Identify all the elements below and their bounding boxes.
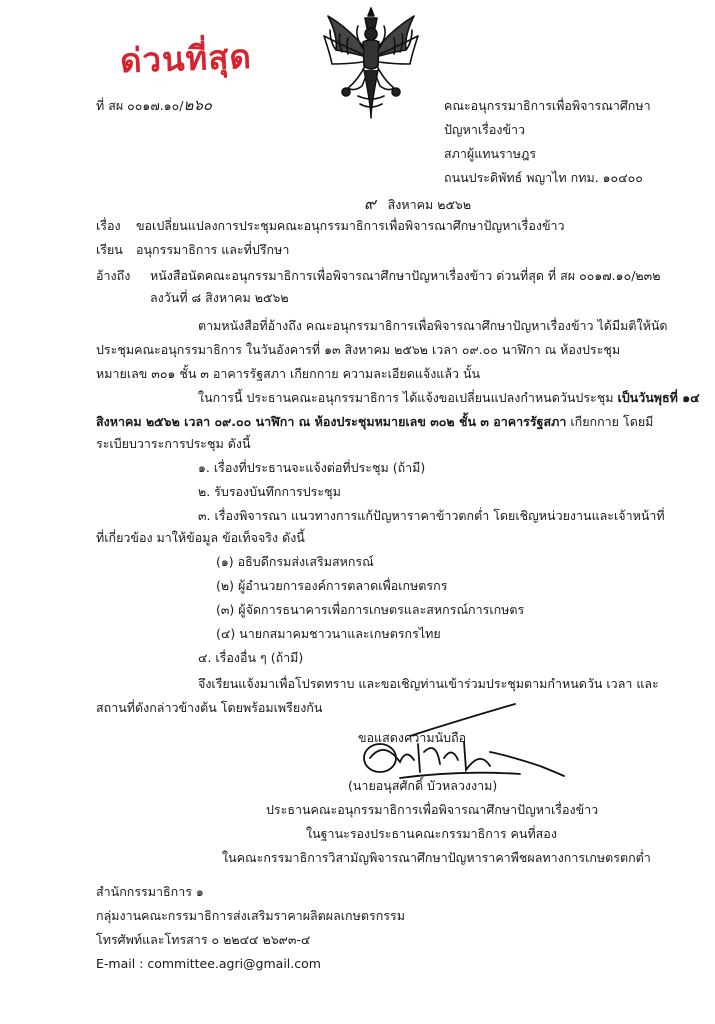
reference-line-1: หนังสือนัดคณะอนุกรรมาธิการเพื่อพิจารณาศึกษาปัญหาเรื่องข้าว ด่วนที่สุด ที่ สผ ๐๐๑๗.๑๐/๒๓๒ (150, 268, 661, 283)
agenda-item-3-continued: ที่เกี่ยวข้อง มาให้ข้อมูล ข้อเท็จจริง ดังนี้ (96, 530, 305, 545)
invitee-item-1: (๑) อธิบดีกรมส่งเสริมสหกรณ์ (216, 554, 374, 569)
sender-line-1: คณะอนุกรรมาธิการเพื่อพิจารณาศึกษา (444, 98, 651, 113)
para2-line-3: ระเบียบวาระการประชุม ดังนี้ (96, 436, 251, 451)
signatory-title-2: ในฐานะรองประธานคณะกรรมาธิการ คนที่สอง (306, 826, 557, 841)
signatory-name: (นายอนุสศักดิ์ บัวหลวงงาม) (348, 778, 498, 793)
para1-line-2: ประชุมคณะอนุกรรมาธิการ ในวันอังคารที่ ๑๓ สิงหาคม ๒๕๖๒ เวลา ๐๙.๐๐ นาฬิกา ณ ห้องประชุม (96, 342, 621, 357)
para2-line-1: ในการนี้ ประธานคณะอนุกรรมาธิการ ได้แจ้งขอเปลี่ยนแปลงกำหนดวันประชุม เป็นวันพุธที่ ๑๔ (198, 390, 700, 405)
reference-label: อ้างถึง (96, 268, 131, 283)
signatory-title-1: ประธานคณะอนุกรรมาธิการเพื่อพิจารณาศึกษาปัญหาเรื่องข้าว (266, 802, 599, 817)
footer-office: สำนักกรรมาธิการ ๑ (96, 884, 204, 899)
invitee-item-3: (๓) ผู้จัดการธนาคารเพื่อการเกษตรและสหกรณ์การเกษตร (216, 602, 525, 617)
document-number-handwritten: ๒๖๐ (183, 96, 213, 114)
urgent-stamp: ด่วนที่สุด (119, 36, 253, 81)
sender-line-4: ถนนประดิพัทธ์ พญาไท กทม. ๑๐๔๐๐ (444, 170, 643, 185)
sender-line-3: สภาผู้แทนราษฎร (444, 146, 537, 161)
signatory-title-3: ในคณะกรรมาธิการวิสามัญพิจารณาศึกษาปัญหาราคาพืชผลทางการเกษตรตกต่ำ (222, 850, 651, 865)
agenda-item-1: ๑. เรื่องที่ประธานจะแจ้งต่อที่ประชุม (ถ้ามี) (198, 460, 426, 475)
reference-line-2: ลงวันที่ ๘ สิงหาคม ๒๕๖๒ (150, 290, 289, 305)
handwritten-signature (340, 700, 570, 790)
agenda-item-3: ๓. เรื่องพิจารณา แนวทางการแก้ปัญหาราคาข้าวตกต่ำ โดยเชิญหน่วยงานและเจ้าหน้าที่ (198, 508, 665, 523)
footer-group: กลุ่มงานคณะกรรมาธิการส่งเสริมราคาผลิตผลเกษตรกรรม (96, 908, 405, 923)
subject-text: ขอเปลี่ยนแปลงการประชุมคณะอนุกรรมาธิการเพื่อพิจารณาศึกษาปัญหาเรื่องข้าว (136, 218, 565, 233)
recipient-label: เรียน (96, 242, 123, 257)
invitee-item-4: (๔) นายกสมาคมชาวนาและเกษตรกรไทย (216, 626, 441, 641)
subject-label: เรื่อง (96, 218, 121, 233)
sender-line-2: ปัญหาเรื่องข้าว (444, 122, 526, 137)
closing-line-2: สถานที่ดังกล่าวข้างต้น โดยพร้อมเพรียงกัน (96, 700, 323, 715)
para1-line-3: หมายเลข ๓๐๑ ชั้น ๓ อาคารรัฐสภา เกียกกาย ความละเอียดแจ้งแล้ว นั้น (96, 366, 481, 381)
new-venue-highlight: สิงหาคม ๒๕๖๒ เวลา ๐๙.๐๐ นาฬิกา ณ ห้องประชุมหมายเลข ๓๐๒ ชั้น ๓ อาคารรัฐสภา (96, 414, 567, 429)
agenda-item-4: ๔. เรื่องอื่น ๆ (ถ้ามี) (198, 650, 304, 665)
regards-text: ขอแสดงความนับถือ (358, 730, 467, 745)
garuda-emblem-icon (318, 6, 424, 124)
agenda-item-2: ๒. รับรองบันทึกการประชุม (198, 484, 341, 499)
new-date-highlight: เป็นวันพุธที่ ๑๔ (617, 390, 700, 405)
footer-phone: โทรศัพท์และโทรสาร ๐ ๒๒๔๔ ๒๖๙๓-๔ (96, 932, 311, 947)
para2-line-2: สิงหาคม ๒๕๖๒ เวลา ๐๙.๐๐ นาฬิกา ณ ห้องประชุมหมายเลข ๓๐๒ ชั้น ๓ อาคารรัฐสภา เกียกกาย โดยมี (96, 414, 654, 429)
document-number: ที่ สผ ๐๐๑๗.๑๐/๒๖๐ (96, 96, 213, 114)
recipient-text: อนุกรรมาธิการ และที่ปรึกษา (136, 242, 290, 257)
invitee-item-2: (๒) ผู้อำนวยการองค์การตลาดเพื่อเกษตรกร (216, 578, 448, 593)
document-date: ๙ สิงหาคม ๒๕๖๒ (364, 194, 472, 213)
footer-email: E-mail : committee.agri@gmail.com (96, 956, 321, 971)
para1-line-1: ตามหนังสือที่อ้างถึง คณะอนุกรรมาธิการเพื่อพิจารณาศึกษาปัญหาเรื่องข้าว ได้มีมติให้นัด (198, 318, 668, 333)
closing-line-1: จึงเรียนแจ้งมาเพื่อโปรดทราบ และขอเชิญท่านเข้าร่วมประชุมตามกำหนดวัน เวลา และ (198, 676, 659, 691)
date-day-handwritten: ๙ (364, 194, 376, 213)
